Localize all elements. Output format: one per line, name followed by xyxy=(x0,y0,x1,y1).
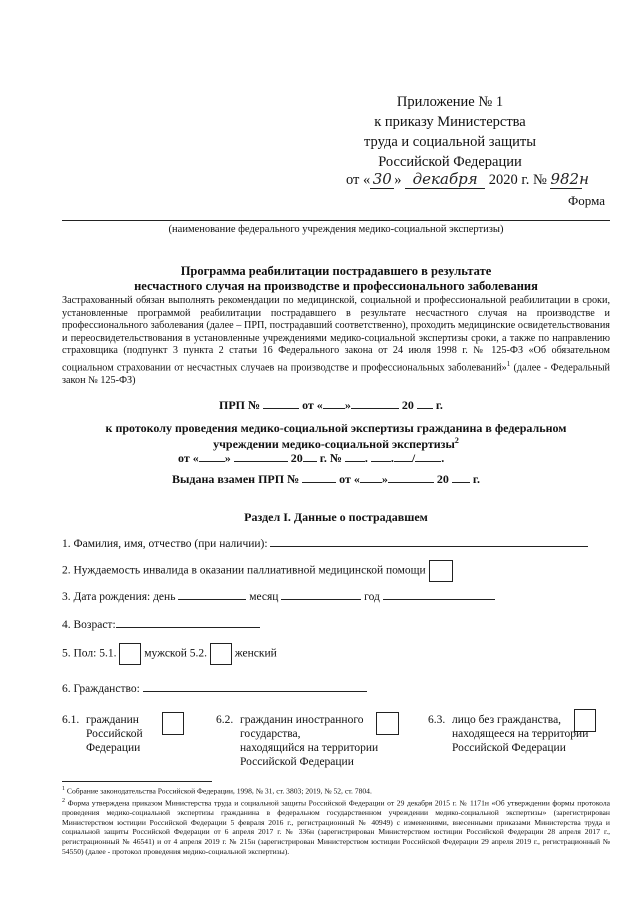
opt-foreign-text-line: Российской Федерации xyxy=(240,756,354,768)
order-number: 982н xyxy=(550,170,589,188)
order-day: 30 xyxy=(370,170,394,189)
protocol-g: г. № xyxy=(319,451,342,465)
field-citizenship-label: 6. Гражданство: xyxy=(62,683,140,695)
appendix-federation-line: Российской Федерации xyxy=(378,154,522,170)
protocol-day-blank[interactable] xyxy=(199,461,225,462)
field-birth-month-label: месяц xyxy=(249,591,279,603)
birth-year-input[interactable] xyxy=(383,599,495,600)
opt-rf-text-line: гражданин xyxy=(86,714,139,726)
field-palliative-label: 2. Нуждаемость инвалида в оказании паллиативной медицинской помощи xyxy=(62,564,426,577)
protocol-date-line xyxy=(178,451,444,466)
field-fullname-row xyxy=(62,538,588,550)
sex-female-num: 5.2. xyxy=(189,647,207,660)
order-date-line xyxy=(346,170,589,189)
field-sex-label: 5. Пол: xyxy=(62,647,97,660)
protocol-line1: к протоколу проведения медико-социальной экспертизы гражданина в федеральном xyxy=(105,421,567,435)
protocol-num-blank4[interactable] xyxy=(415,461,441,462)
footnote-1 xyxy=(62,785,610,796)
date-mid: » xyxy=(394,172,402,188)
field-birthdate-row xyxy=(62,591,495,603)
protocol-year: 20 xyxy=(290,451,303,465)
prp-year-blank[interactable] xyxy=(417,408,433,409)
opt-rf-text-line: Федерации xyxy=(86,742,141,754)
issued-instead-line xyxy=(172,472,480,487)
field-fullname-label: 1. Фамилия, имя, отчество (при наличии): xyxy=(62,538,268,550)
opt-rf-text-line: Российской xyxy=(86,728,143,740)
citizenship-input[interactable] xyxy=(143,691,367,692)
issued-year: 20 xyxy=(436,472,449,486)
prp-prefix: ПРП № xyxy=(219,398,261,412)
date-prefix: от « xyxy=(346,172,371,188)
issued-g: г. xyxy=(472,472,480,486)
issued-year-blank[interactable] xyxy=(452,482,470,483)
field-citizenship-row xyxy=(62,683,367,695)
citizenship-option-rf xyxy=(62,713,79,727)
sex-male-label: мужской xyxy=(144,647,187,660)
protocol-line2 xyxy=(62,436,610,452)
opt-foreign-checkbox[interactable] xyxy=(376,712,399,735)
appendix-title: Приложение № 1 xyxy=(396,94,504,110)
footnote-2 xyxy=(62,797,610,856)
prp-month-blank[interactable] xyxy=(351,408,399,409)
sex-male-num: 5.1. xyxy=(99,647,117,660)
opt-rf-text xyxy=(86,713,143,755)
protocol-year-blank[interactable] xyxy=(303,461,317,462)
protocol-from: от « xyxy=(178,451,199,465)
prp-from: от « xyxy=(302,398,323,412)
sex-male-checkbox[interactable] xyxy=(119,643,141,665)
appendix-ministry-line: труда и социальной защиты xyxy=(364,134,536,150)
prp-year: 20 xyxy=(401,398,414,412)
prp-day-blank[interactable] xyxy=(323,408,345,409)
field-birth-year-label: год xyxy=(364,591,380,603)
citizenship-option-foreign xyxy=(216,713,233,727)
intro-text: Застрахованный обязан выполнять рекомендации по медицинской, социальной и профессиональной реабилитации в сроки, установленные программой реабилитации пострадавшего в результате несчастного случая на производстве и профессионального заболевания (далее – ПРП, пострадавший соответственно), проходить медицинские освидетельствования и переосвидетельствования в установленные учреждениями медико-социальной экспертизы сроки, а также по направлению страховщика (подпункт 3 пункта 2 статьи 16 Федерального закона от 24 июля 1998 г. № 125-ФЗ «Об обязательном социальном страховании от несчастных случаев на производстве и профессиональных заболеваний» xyxy=(62,295,610,374)
protocol-num-blank2[interactable] xyxy=(371,461,391,462)
opt-rf-num: 6.1. xyxy=(62,714,80,726)
protocol-dot1: . xyxy=(364,451,368,465)
issued-day-blank[interactable] xyxy=(360,482,382,483)
issued-number-blank[interactable] xyxy=(302,482,336,483)
opt-stateless-text-line: лицо без гражданства, xyxy=(452,714,562,726)
citizenship-option-stateless xyxy=(428,713,445,727)
prp-number-line xyxy=(219,398,443,413)
protocol-num-blank3[interactable] xyxy=(394,461,412,462)
protocol-slash: / xyxy=(411,451,416,465)
field-sex-row xyxy=(62,643,277,665)
footnote-1-num: 1 xyxy=(62,786,65,792)
age-input[interactable] xyxy=(116,627,260,628)
opt-stateless-text-line: находящееся на территории xyxy=(452,728,589,740)
protocol-footnote-ref: 2 xyxy=(454,436,459,445)
order-month: декабря xyxy=(405,170,485,189)
prp-number-blank[interactable] xyxy=(263,408,299,409)
birth-day-input[interactable] xyxy=(178,599,246,600)
field-birthdate-label: 3. Дата рождения: день xyxy=(62,591,176,603)
opt-stateless-checkbox[interactable] xyxy=(574,709,596,732)
protocol-num-blank1[interactable] xyxy=(345,461,365,462)
footnote-1-text: Собрание законодательства Российской Федерации, 1998, № 31, ст. 3803; 2019, № 52, ст. 7804. xyxy=(66,786,372,796)
intro-footnote-ref: 1 xyxy=(506,359,511,368)
institution-name-line xyxy=(62,220,610,221)
opt-foreign-text-line: государства, xyxy=(240,728,301,740)
opt-foreign-text-line: находящийся на территории xyxy=(240,742,379,754)
prp-g: г. xyxy=(435,398,443,412)
protocol-dot3: . xyxy=(441,451,445,465)
protocol-month-blank[interactable] xyxy=(234,461,288,462)
appendix-order-line: к приказу Министерства xyxy=(374,114,526,130)
field-age-row xyxy=(62,619,260,631)
footnote-2-num: 2 xyxy=(62,798,65,804)
opt-foreign-num: 6.2. xyxy=(216,714,234,726)
field-age-label: 4. Возраст: xyxy=(62,619,116,631)
opt-stateless-text xyxy=(452,713,588,755)
issued-mid: » xyxy=(381,472,388,486)
institution-caption: (наименование федерального учреждения медико-социальной экспертизы) xyxy=(168,224,504,235)
intro-tail: (далее - Федеральный закон № 125-ФЗ) xyxy=(62,362,611,386)
program-title-line1: Программа реабилитации пострадавшего в результате xyxy=(180,264,492,278)
opt-foreign-text-line: гражданин иностранного xyxy=(240,714,364,726)
palliative-checkbox[interactable] xyxy=(429,560,453,582)
program-title-line2: несчастного случая на производстве и профессионального заболевания xyxy=(134,279,538,293)
protocol-dot2: . xyxy=(390,451,394,465)
prp-mid: » xyxy=(344,398,351,412)
section-title: Раздел I. Данные о пострадавшем xyxy=(244,510,428,524)
opt-stateless-text-line: Российской Федерации xyxy=(452,742,566,754)
footnote-2-text: Форма утверждена приказом Министерства труда и социальной защиты Российской Федерации от 29 декабря 2015 г. № 1171н «Об утверждении формы протокола проведения медико-социальной экспертизы гражданина в федеральном государственном учреждении медико-социальной экспертизы» (зарегистрирован Министерством юстиции Российской Федерации 5 февраля 2016 г., регистрационный № 40949) с изменениями, внесенными приказами Министерства труда и социальной защиты Российской Федерации от 6 апреля 2017 г. № 336н (зарегистрирован Министерством юстиции Российской Федерации 28 апреля 2017 г., регистрационный № 46541) и от 4 апреля 2019 г. № 215н (зарегистрирован Министерством юстиции Российской Федерации 29 апреля 2019 г., регистрационный № 54550) (далее - протокол проведения медико-социальной экспертизы). xyxy=(62,798,610,856)
form-label: Форма xyxy=(568,193,605,208)
sex-female-checkbox[interactable] xyxy=(210,643,232,665)
fullname-input[interactable] xyxy=(270,546,588,547)
issued-from: от « xyxy=(339,472,360,486)
birth-month-input[interactable] xyxy=(281,599,361,600)
opt-foreign-text xyxy=(240,713,378,769)
issued-prefix: Выдана взамен ПРП № xyxy=(172,472,300,486)
footnote-separator xyxy=(62,781,212,782)
opt-rf-checkbox[interactable] xyxy=(162,712,184,735)
sex-female-label: женский xyxy=(234,647,277,660)
issued-month-blank[interactable] xyxy=(388,482,434,483)
protocol-mid: » xyxy=(224,451,231,465)
protocol-line2-text: учреждении медико-социальной экспертизы xyxy=(213,437,455,451)
order-year-text: 2020 г. № xyxy=(488,172,547,188)
opt-stateless-num: 6.3. xyxy=(428,714,446,726)
field-palliative-row xyxy=(62,560,453,582)
intro-paragraph xyxy=(62,295,610,388)
